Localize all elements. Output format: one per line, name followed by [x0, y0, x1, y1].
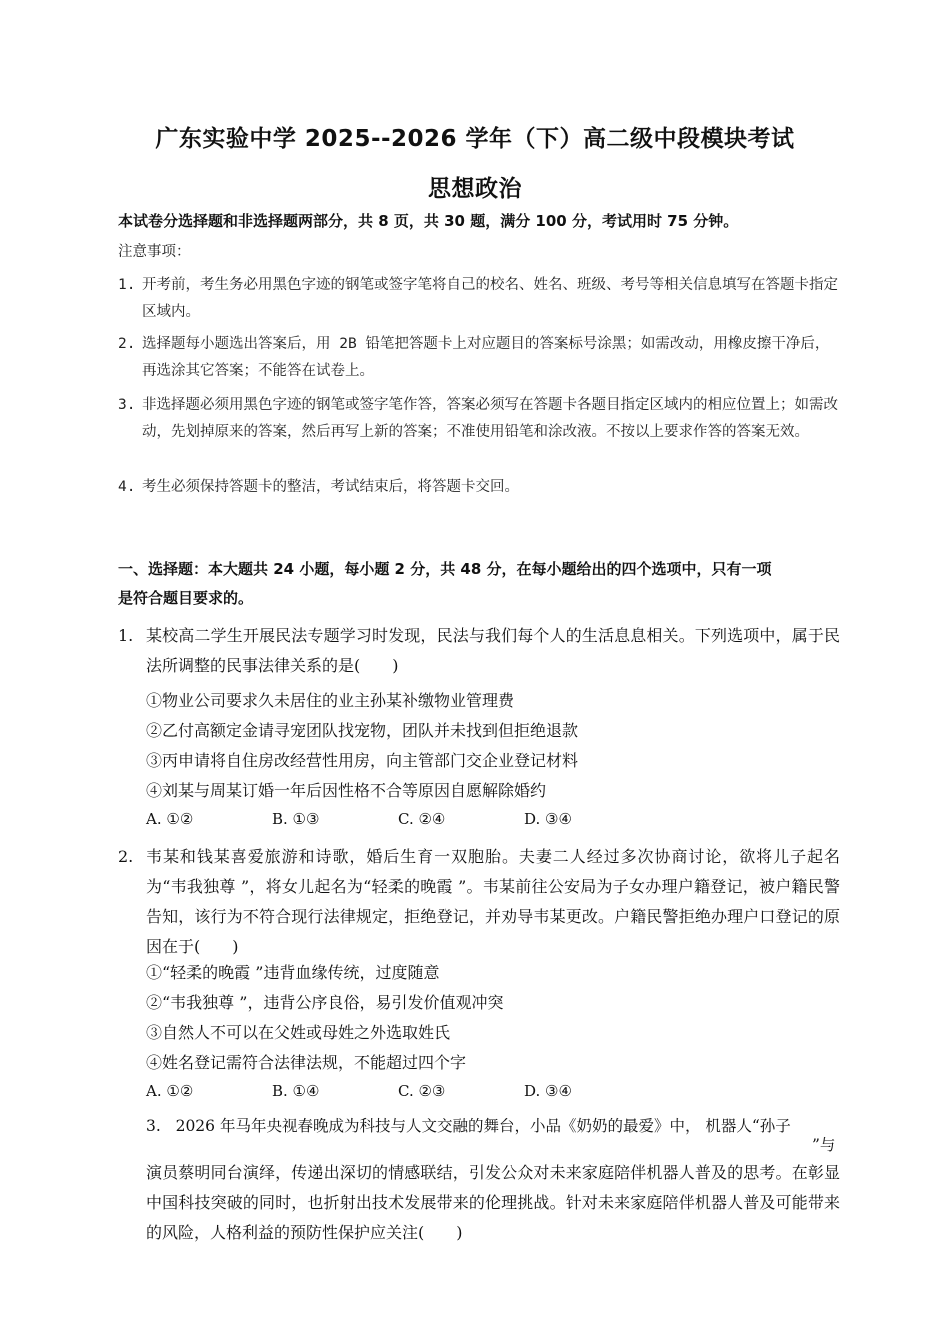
question-1-option: ④刘某与周某订婚一年后因性格不合等原因自愿解除婚约 [146, 781, 547, 800]
note-text: 选择题每小题选出答案后，用 2B 铅笔把答题卡上对应题目的答案标号涂黑；如需改动，用橡皮擦干净后，再选涂其它答案；不能答在试卷上。 [142, 336, 830, 379]
question-number: 1. [118, 626, 134, 645]
note-item-3 [118, 392, 838, 446]
notes-label: 注意事项： [118, 244, 191, 260]
question-stem: 韦某和钱某喜爱旅游和诗歌，婚后生育一双胞胎。夫妻二人经过多次协商讨论，欲将儿子起名为“韦我独尊 ”，将女儿起名为“轻柔的晚霞 ”。韦某前往公安局为子女办理户籍登记，被户籍民警告知，该行为不符合现行法律规定，拒绝登记，并劝导韦某更改。户籍民警拒绝办理户口登记的原因在于( ) [146, 847, 840, 956]
note-number: 2. [118, 336, 136, 352]
question-2-option: ③自然人不可以在父姓或母姓之外选取姓氏 [146, 1023, 451, 1042]
question-stem: 演员蔡明同台演绎，传递出深切的情感联结，引发公众对未来家庭陪伴机器人普及的思考。在彰显中国科技突破的同时，也折射出技术发展带来的伦理挑战。针对未来家庭陪伴机器人普及可能带来的风险，人格利益的预防性保护应关注( ) [146, 1163, 840, 1242]
question-1-choices [146, 810, 572, 828]
question-1-option: ②乙付高额定金请寻宠团队找宠物，团队并未找到但拒绝退款 [146, 721, 579, 740]
note-text: 考生必须保持答题卡的整洁，考试结束后，将答题卡交回。 [142, 479, 519, 495]
question-number: 3. [146, 1117, 161, 1135]
note-item-2 [118, 331, 838, 385]
question-2-option: ①“轻柔的晚霞 ”违背血缘传统，过度随意 [146, 963, 440, 982]
question-3 [146, 1158, 840, 1248]
choice-b[interactable]: B. ①③ [272, 810, 320, 828]
exam-title: 广东实验中学 2025--2026 学年（下）高二级中段模块考试 [155, 126, 795, 152]
choice-c[interactable]: C. ②③ [398, 1082, 446, 1100]
question-2-option: ④姓名登记需符合法律法规，不能超过四个字 [146, 1053, 467, 1072]
subject-title: 思想政治 [428, 176, 522, 202]
question-2-option: ②“韦我独尊 ”，违背公序良俗，易引发价值观冲突 [146, 993, 504, 1012]
choice-a[interactable]: A. ①② [146, 1082, 194, 1100]
section-heading-line2: 是符合题目要求的。 [118, 589, 254, 607]
section-heading-line1: 一、选择题：本大题共 24 小题，每小题 2 分，共 48 分，在每小题给出的四个选项中，只有一项 [118, 560, 772, 578]
note-text: 非选择题必须用黑色字迹的钢笔或签字笔作答，答案必须写在答题卡各题目指定区域内的相应位置上；如需改动，先划掉原来的答案，然后再写上新的答案；不准使用铅笔和涂改液。不按以上要求作答的答案无效。 [142, 397, 838, 440]
note-item-1 [118, 272, 838, 326]
choice-c[interactable]: C. ②④ [398, 810, 446, 828]
question-1-option: ①物业公司要求久未居住的业主孙某补缴物业管理费 [146, 691, 515, 710]
question-3-first-line [146, 1114, 791, 1136]
note-text: 开考前，考生务必用黑色字迹的钢笔或签字笔将自己的校名、姓名、班级、考号等相关信息填写在答题卡指定区域内。 [142, 277, 838, 320]
note-item-4 [118, 474, 838, 501]
choice-b[interactable]: B. ①④ [272, 1082, 320, 1100]
question-1 [118, 621, 840, 681]
question-number: 2. [118, 847, 134, 866]
choice-d[interactable]: D. ③④ [524, 810, 572, 828]
question-stem-line1: 2026 年马年央视春晚成为科技与人文交融的舞台，小品《奶奶的最爱》中， 机器人“孙子 [175, 1117, 791, 1135]
question-1-option: ③丙申请将自住房改经营性用房，向主管部门交企业登记材料 [146, 751, 579, 770]
choice-a[interactable]: A. ①② [146, 810, 194, 828]
question-3-line1-tail: ”与 [812, 1136, 836, 1154]
note-number: 1. [118, 277, 136, 293]
choice-d[interactable]: D. ③④ [524, 1082, 572, 1100]
question-stem: 某校高二学生开展民法专题学习时发现，民法与我们每个人的生活息息相关。下列选项中，属于民法所调整的民事法律关系的是( ) [146, 626, 840, 675]
note-number: 3. [118, 397, 136, 413]
exam-summary: 本试卷分选择题和非选择题两部分，共 8 页，共 30 题，满分 100 分，考试用时 75 分钟。 [118, 212, 739, 230]
question-2-choices [146, 1082, 572, 1100]
question-2 [118, 842, 840, 962]
note-number: 4. [118, 479, 136, 495]
